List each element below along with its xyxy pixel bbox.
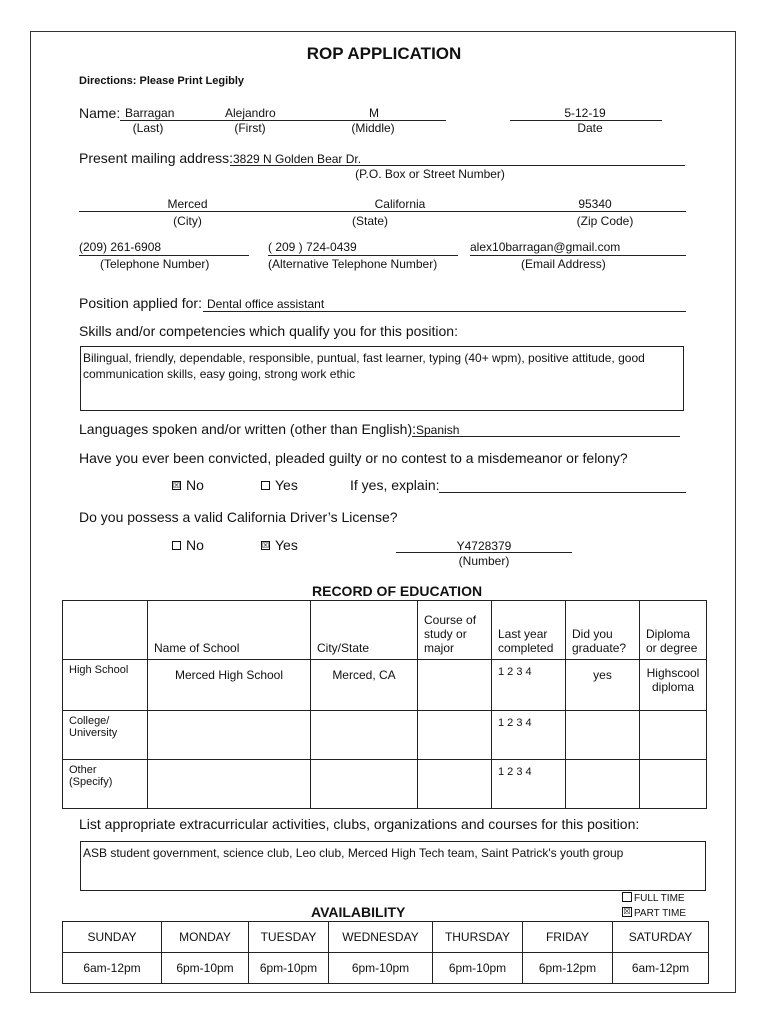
alt-phone-caption: (Alternative Telephone Number) [268, 257, 438, 271]
conviction-no-checkbox[interactable]: ☒ [173, 480, 181, 490]
hours-cell[interactable]: 6am-12pm [63, 953, 162, 984]
conviction-no-label: No [186, 477, 204, 493]
state-field[interactable]: California [374, 197, 426, 211]
row-type: College/ University [63, 711, 148, 760]
last-year-cell[interactable]: 1 2 3 4 [492, 760, 566, 809]
languages-label: Languages spoken and/or written (other than English): [79, 421, 416, 437]
street-underline [230, 165, 685, 166]
address-label: Present mailing address: [79, 150, 234, 166]
last-name-field[interactable]: Barragan [125, 106, 175, 120]
page-title: ROP APPLICATION [306, 44, 462, 63]
extracurricular-box[interactable] [80, 841, 706, 891]
license-number-field[interactable]: Y4728379 [456, 539, 512, 553]
table-row [63, 711, 707, 760]
full-time-checkbox[interactable] [622, 892, 632, 902]
directions: Directions: Please Print Legibly [79, 75, 245, 87]
name-label: Name: [79, 105, 121, 121]
last-caption: (Last) [132, 121, 164, 135]
row-type: High School [63, 660, 148, 711]
conviction-yes-option[interactable] [261, 477, 298, 493]
diploma-cell[interactable] [640, 760, 707, 809]
full-time-option[interactable] [622, 893, 685, 904]
hours-cell[interactable]: 6pm-10pm [249, 953, 329, 984]
skills-box[interactable] [80, 346, 684, 411]
position-field[interactable]: Dental office assistant [207, 297, 325, 311]
header-course: Course of study or major [418, 601, 492, 660]
day-cell: SATURDAY [613, 922, 709, 953]
header-type [63, 601, 148, 660]
explain-underline[interactable] [439, 492, 686, 493]
conviction-yes-label: Yes [275, 477, 298, 493]
hours-cell[interactable]: 6am-12pm [613, 953, 709, 984]
day-cell: TUESDAY [249, 922, 329, 953]
city-state-zip-underline [79, 211, 686, 212]
availability-hours-row [63, 953, 709, 984]
city-caption: (City) [173, 214, 202, 228]
course-cell[interactable] [418, 760, 492, 809]
part-time-checkbox[interactable]: ☒ [623, 907, 631, 917]
header-school: Name of School [148, 601, 311, 660]
license-no-checkbox[interactable] [172, 541, 181, 550]
phone-underline [79, 255, 249, 256]
day-cell: FRIDAY [523, 922, 613, 953]
part-time-option[interactable] [622, 908, 686, 919]
middle-caption: (Middle) [351, 121, 395, 135]
graduate-cell[interactable] [566, 760, 640, 809]
license-number-caption: (Number) [458, 554, 510, 568]
day-cell: SUNDAY [63, 922, 162, 953]
hours-cell[interactable]: 6pm-10pm [433, 953, 523, 984]
extracurricular-label: List appropriate extracurricular activities, clubs, organizations and courses for this position: [79, 816, 640, 832]
date-caption: Date [577, 121, 603, 135]
table-row [63, 660, 707, 711]
availability-heading: AVAILABILITY [311, 904, 406, 920]
availability-days-row [63, 922, 709, 953]
hours-cell[interactable]: 6pm-10pm [329, 953, 433, 984]
school-cell[interactable] [148, 711, 311, 760]
hours-cell[interactable]: 6pm-10pm [162, 953, 249, 984]
email-underline [470, 255, 686, 256]
availability-table [62, 921, 709, 984]
zip-caption: (Zip Code) [576, 214, 634, 228]
skills-text: Bilingual, friendly, dependable, responsible, puntual, fast learner, typing (40+ wpm), positive attitude, good communication skills, easy going, strong work ethic [83, 351, 645, 381]
phone-field[interactable]: (209) 261-6908 [79, 240, 162, 254]
email-field[interactable]: alex10barragan@gmail.com [470, 240, 621, 254]
education-header-row [63, 601, 707, 660]
city-field[interactable]: Merced [167, 197, 208, 211]
skills-label: Skills and/or competencies which qualify you for this position: [79, 323, 458, 339]
license-no-option[interactable] [172, 537, 204, 553]
extracurricular-text: ASB student government, science club, Leo club, Merced High Tech team, Saint Patrick's youth group [83, 846, 624, 860]
course-cell[interactable] [418, 660, 492, 711]
graduate-cell[interactable] [566, 711, 640, 760]
last-year-cell[interactable]: 1 2 3 4 [492, 660, 566, 711]
explain-label: If yes, explain: [350, 477, 440, 493]
city-cell[interactable]: Merced, CA [311, 660, 418, 711]
school-cell[interactable] [148, 760, 311, 809]
position-label: Position applied for: [79, 295, 202, 311]
city-cell[interactable] [311, 760, 418, 809]
street-caption: (P.O. Box or Street Number) [355, 167, 505, 181]
part-time-label: PART TIME [634, 908, 687, 919]
city-cell[interactable] [311, 711, 418, 760]
header-city: City/State [311, 601, 418, 660]
last-year-cell[interactable]: 1 2 3 4 [492, 711, 566, 760]
full-time-label: FULL TIME [634, 893, 685, 904]
state-caption: (State) [351, 214, 388, 228]
header-last-year: Last year completed [492, 601, 566, 660]
conviction-question: Have you ever been convicted, pleaded guilty or no contest to a misdemeanor or felony? [79, 450, 628, 466]
license-yes-option[interactable] [261, 537, 298, 553]
diploma-cell[interactable] [640, 711, 707, 760]
hours-cell[interactable]: 6pm-12pm [523, 953, 613, 984]
alt-phone-underline [268, 255, 458, 256]
license-question: Do you possess a valid California Driver’s License? [79, 509, 398, 525]
street-field[interactable]: 3829 N Golden Bear Dr. [233, 152, 362, 166]
conviction-no-option[interactable] [172, 477, 204, 493]
languages-field[interactable]: Spanish [416, 423, 460, 437]
first-caption: (First) [234, 121, 266, 135]
middle-name-field[interactable]: M [369, 106, 379, 120]
course-cell[interactable] [418, 711, 492, 760]
day-cell: MONDAY [162, 922, 249, 953]
alt-phone-field[interactable]: ( 209 ) 724-0439 [268, 240, 357, 254]
table-row [63, 760, 707, 809]
education-heading: RECORD OF EDUCATION [312, 583, 483, 599]
license-yes-checkbox[interactable]: ☒ [262, 540, 270, 550]
license-no-label: No [186, 537, 204, 553]
row-type: Other (Specify) [63, 760, 148, 809]
position-underline [203, 311, 686, 312]
license-yes-label: Yes [275, 537, 298, 553]
day-cell: THURSDAY [433, 922, 523, 953]
date-field[interactable]: 5-12-19 [564, 106, 606, 120]
license-underline [396, 552, 572, 553]
day-cell: WEDNESDAY [329, 922, 433, 953]
header-graduate: Did you graduate? [566, 601, 640, 660]
first-name-field[interactable]: Alejandro [225, 106, 276, 120]
zip-field[interactable]: 95340 [578, 197, 612, 211]
conviction-yes-checkbox[interactable] [261, 481, 270, 490]
graduate-cell[interactable]: yes [566, 660, 640, 711]
languages-underline [412, 436, 680, 437]
header-diploma: Diploma or degree [640, 601, 707, 660]
phone-caption: (Telephone Number) [100, 257, 210, 271]
education-table [62, 600, 707, 809]
diploma-cell[interactable]: Highscool diploma [640, 660, 707, 711]
school-cell[interactable]: Merced High School [148, 660, 311, 711]
email-caption: (Email Address) [521, 257, 606, 271]
